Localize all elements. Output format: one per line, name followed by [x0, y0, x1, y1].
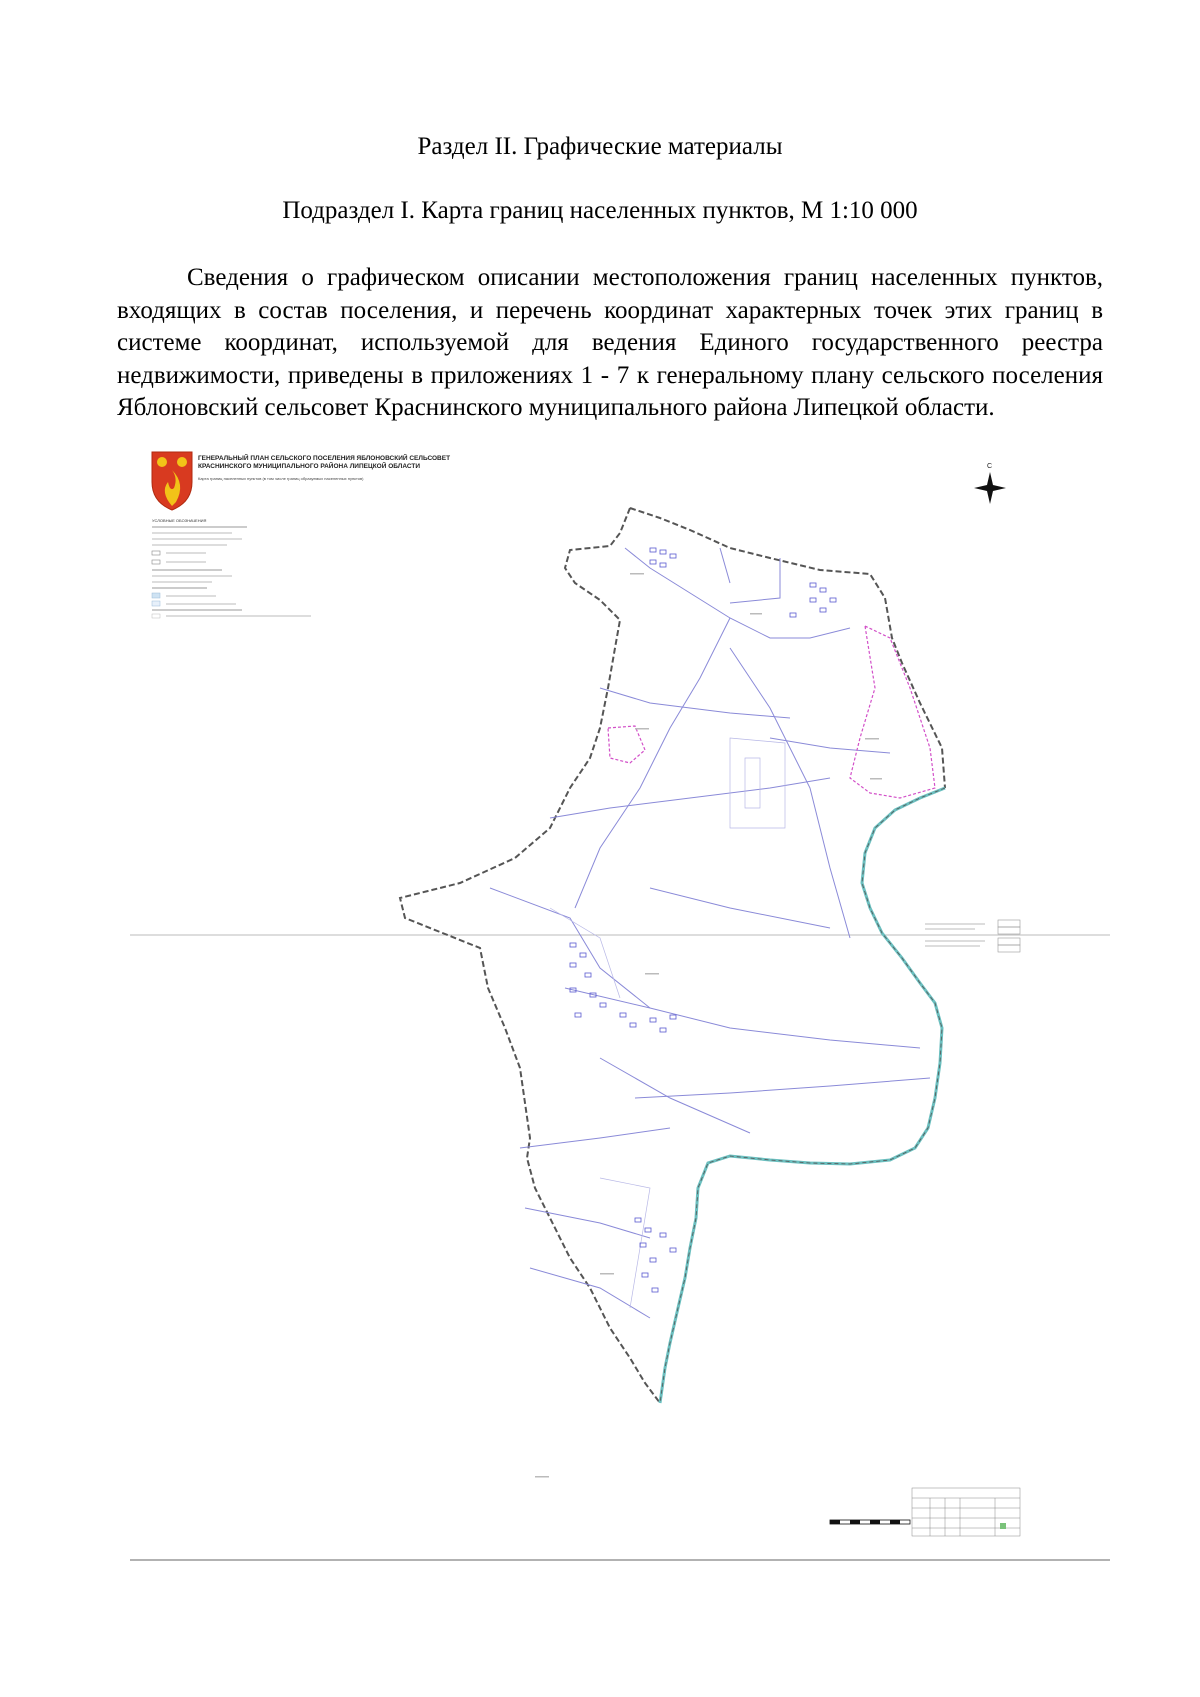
legend-title: УСЛОВНЫЕ ОБОЗНАЧЕНИЯ: [152, 518, 207, 523]
coat-of-arms-icon: [152, 452, 192, 510]
municipality-boundary: [400, 508, 945, 1403]
compass-north-label: С: [987, 463, 993, 470]
body-paragraph: Сведения о графическом описании местоположения границ населенных пунктов, входящих в состав поселения, и перечень координат характерных точек этих границ в системе координат, используемой для ведения Единого государственного реестра недвижимости, приведены в приложениях 1 - 7 к генеральному плану сельского поселения Яблоновский сельсовет Краснинского муниципального района Липецкой области.: [117, 264, 1103, 421]
title-block-stamp: [912, 1488, 1020, 1536]
map-title-line-1: ГЕНЕРАЛЬНЫЙ ПЛАН СЕЛЬСКОГО ПОСЕЛЕНИЯ ЯБЛОНОВСКИЙ СЕЛЬСОВЕТ: [198, 455, 451, 462]
scale-bar: [830, 1520, 910, 1524]
sheet-index-table: [925, 920, 1020, 952]
map-subtitle: Карта границ населенных пунктов (в том числе границ образуемых населенных пунктов): [198, 476, 364, 481]
map-legend: [152, 518, 311, 618]
north-arrow-icon: [974, 463, 1006, 504]
map-title-line-2: КРАСНИНСКОГО МУНИЦИПАЛЬНОГО РАЙОНА ЛИПЕЦКОЙ ОБЛАСТИ: [198, 463, 421, 470]
section-title: Раздел II. Графические материалы: [417, 133, 783, 160]
road-network: [490, 548, 930, 1318]
subsection-title: Подраздел I. Карта границ населенных пунктов, М 1:10 000: [282, 197, 918, 224]
settlement-blocks: [570, 548, 836, 1292]
river-boundary: [660, 788, 945, 1403]
settlement-boundaries-map: [130, 455, 1110, 1570]
